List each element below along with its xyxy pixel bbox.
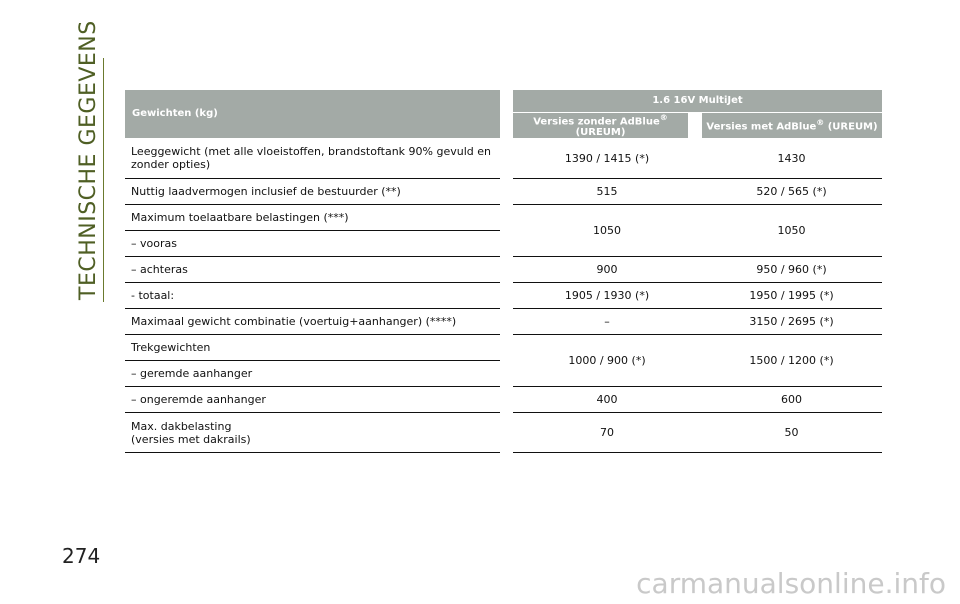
row-label: – achteras	[125, 257, 500, 283]
value-with-adblue: 50	[784, 426, 799, 440]
page-number: 274	[62, 544, 101, 568]
row-label: - totaal:	[125, 283, 500, 309]
header-weights-label: Gewichten (kg)	[125, 90, 500, 138]
value-with-adblue: 520 / 565 (*)	[756, 185, 827, 199]
table-row	[125, 205, 882, 231]
value-without-adblue: 1905 / 1930 (*)	[564, 289, 650, 303]
value-without-adblue: –	[604, 315, 610, 329]
value-with-adblue: 3150 / 2695 (*)	[749, 315, 834, 329]
section-divider	[103, 58, 104, 302]
value-without-adblue: 70	[600, 426, 614, 440]
watermark: carmanualsonline.info	[636, 567, 946, 600]
table-row	[125, 257, 882, 283]
row-label: Trekgewichten	[125, 335, 500, 361]
row-label: – ongeremde aanhanger	[125, 387, 500, 413]
table-row	[125, 283, 882, 309]
table-row	[125, 309, 882, 335]
value-with-adblue: 1050	[777, 224, 806, 238]
weights-table	[125, 90, 882, 453]
header-version-without-adblue: Versies zonder AdBlue® (UREUM)	[513, 112, 688, 138]
table-row	[125, 179, 882, 205]
value-without-adblue: 1390 / 1415 (*)	[564, 151, 650, 165]
row-sublabel: – geremde aanhanger	[125, 361, 500, 387]
value-without-adblue: 1050	[593, 224, 621, 238]
value-with-adblue: 1500 / 1200 (*)	[749, 354, 834, 368]
row-label: Leeggewicht (met alle vloeistoffen, brandstoftank 90% gevuld en zonder opties)	[125, 138, 500, 179]
header-version-with-adblue: Versies met AdBlue® (UREUM)	[702, 112, 882, 138]
value-with-adblue: 1430	[777, 151, 806, 165]
value-with-adblue: 600	[781, 393, 802, 407]
row-label: Nuttig laadvermogen inclusief de bestuurder (**)	[125, 179, 500, 205]
row-label: Maximaal gewicht combinatie (voertuig+aanhanger) (****)	[125, 309, 500, 335]
value-with-adblue: 950 / 960 (*)	[756, 263, 827, 277]
header-gap	[688, 112, 702, 138]
value-without-adblue: 1000 / 900 (*)	[568, 354, 646, 368]
value-without-adblue: 515	[596, 185, 618, 199]
row-label: Maximum toelaatbare belastingen (***)	[125, 205, 500, 231]
row-label: Max. dakbelasting (versies met dakrails)	[125, 413, 500, 453]
header-gap	[500, 90, 513, 138]
value-without-adblue: 900	[596, 263, 618, 277]
row-sublabel: – vooras	[125, 231, 500, 257]
section-title: TECHNISCHE GEGEVENS	[76, 20, 101, 300]
header-engine: 1.6 16V MultiJet	[513, 90, 882, 112]
value-with-adblue: 1950 / 1995 (*)	[749, 289, 834, 303]
table-row	[125, 335, 882, 361]
table-row	[125, 413, 882, 453]
table-row	[125, 138, 882, 179]
value-without-adblue: 400	[596, 393, 618, 407]
table-row	[125, 387, 882, 413]
